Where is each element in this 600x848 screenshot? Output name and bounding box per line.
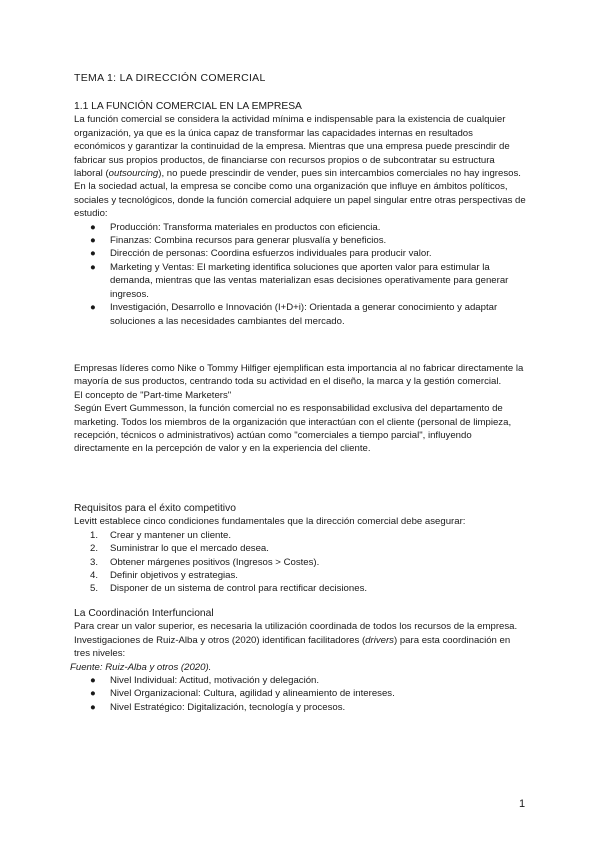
section-heading: 1.1 LA FUNCIÓN COMERCIAL EN LA EMPRESA bbox=[74, 101, 302, 112]
text-run: Para crear un valor superior, es necesaria la utilización coordinada de todos los recursos de la empresa. Investigaciones de Ruiz-Alba y otros (2020) identifican facilitadores ( bbox=[74, 621, 518, 646]
section-heading: La Coordinación Interfuncional bbox=[74, 608, 214, 619]
source-note bbox=[70, 661, 526, 674]
list-item-text: Disponer de un sistema de control para rectificar decisiones. bbox=[110, 583, 368, 595]
list-item bbox=[74, 221, 526, 234]
section-requisitos bbox=[74, 502, 526, 596]
list-number: 4. bbox=[90, 570, 99, 582]
list-item-text: Crear y mantener un cliente. bbox=[110, 529, 232, 541]
list-item-text: Nivel Estratégico: Digitalización, tecnología y procesos. bbox=[110, 701, 346, 713]
bullet-icon: ● bbox=[90, 701, 96, 713]
bullet-icon: ● bbox=[90, 688, 96, 700]
bullet-icon: ● bbox=[90, 248, 96, 260]
list-number: 2. bbox=[90, 543, 99, 555]
bullet-icon: ● bbox=[90, 221, 96, 233]
section-coordinacion bbox=[70, 607, 526, 714]
list-item bbox=[74, 556, 526, 569]
text-run: ), no puede prescindir de vender, pues sin intercambios comerciales no hay ingresos. bbox=[158, 168, 521, 180]
list-item-text: Nivel Individual: Actitud, motivación y delegación. bbox=[110, 675, 320, 687]
list-item bbox=[74, 701, 526, 714]
list-item bbox=[74, 301, 526, 328]
list-item bbox=[74, 582, 526, 595]
bullet-list bbox=[74, 221, 526, 328]
list-item-text: Finanzas: Combina recursos para generar plusvalía y beneficios. bbox=[110, 235, 387, 247]
list-number: 5. bbox=[90, 583, 99, 595]
paragraph: Levitt establece cinco condiciones fundamentales que la dirección comercial debe asegurar: bbox=[74, 516, 466, 528]
list-item bbox=[74, 529, 526, 542]
section-heading: Requisitos para el éxito competitivo bbox=[74, 503, 236, 514]
page-number: 1 bbox=[519, 798, 526, 810]
subheading: El concepto de "Part-time Marketers" bbox=[74, 389, 232, 401]
paragraph: Según Evert Gummesson, la función comercial no es responsabilidad exclusiva del departamento de marketing. Todos los miembros de la organización que interactúan con el cliente (personal de limpieza, recepción, técnicos o administrativos) actúan como "comerciales a tiempo parcial", influyendo directamente en la percepción de valor y en la experiencia del cliente. bbox=[74, 403, 512, 455]
paragraph bbox=[74, 620, 526, 660]
bullet-icon: ● bbox=[90, 302, 96, 314]
list-item bbox=[74, 569, 526, 582]
bullet-list bbox=[74, 674, 526, 714]
italic-term: drivers bbox=[365, 634, 394, 646]
list-item-text: Obtener márgenes positivos (Ingresos > Costes). bbox=[110, 556, 320, 568]
source-text: Fuente: Ruiz-Alba y otros (2020). bbox=[70, 661, 212, 673]
list-item-text: Nivel Organizacional: Cultura, agilidad y alineamiento de intereses. bbox=[110, 688, 395, 700]
text-run: ) para esta coordinación en tres niveles: bbox=[74, 634, 511, 660]
list-item bbox=[74, 247, 526, 260]
list-item-text: Dirección de personas: Coordina esfuerzos individuales para producir valor. bbox=[110, 248, 432, 260]
paragraph: Empresas líderes como Nike o Tommy Hilfiger ejemplifican esta importancia al no fabricar directamente la mayoría de sus productos, centrando toda su actividad en el diseño, la marca y la gestión comercial. bbox=[74, 363, 524, 388]
bullet-icon: ● bbox=[90, 235, 96, 247]
list-item bbox=[74, 674, 526, 687]
numbered-list bbox=[74, 529, 526, 596]
list-item bbox=[74, 261, 526, 301]
page-title: TEMA 1: LA DIRECCIÓN COMERCIAL bbox=[74, 72, 266, 84]
list-item bbox=[74, 234, 526, 247]
list-item bbox=[74, 687, 526, 700]
text-run: La función comercial se considera la actividad mínima e indispensable para la existencia de cualquier organización, ya que es la única capaz de transformar las capacidades internas en resultados económicos y garantizar la continuidad de la empresa. Mientras que una empresa puede prescindir de fabricar sus propios productos, de financiarse con recursos propios o de subcontratar su estructura laboral ( bbox=[74, 114, 510, 180]
list-item-text: Suministrar lo que el mercado desea. bbox=[110, 543, 269, 555]
list-number: 1. bbox=[90, 529, 99, 541]
section-part-time-marketers bbox=[74, 362, 526, 456]
list-item-text: Definir objetivos y estrategias. bbox=[110, 570, 238, 582]
list-number: 3. bbox=[90, 556, 99, 568]
list-item bbox=[74, 542, 526, 555]
list-item-text: Marketing y Ventas: El marketing identifica soluciones que aporten valor para estimular la demanda, mientras que las ventas materializan esas decisiones operativamente para generar ingresos. bbox=[110, 261, 509, 300]
paragraph: En la sociedad actual, la empresa se concibe como una organización que influye en ámbitos políticos, sociales y tecnológicos, donde la función comercial adquiere un papel singular entre otras perspectivas de estudio: bbox=[74, 181, 526, 220]
list-item-text: Producción: Transforma materiales en productos con eficiencia. bbox=[110, 221, 381, 233]
section-funcion-comercial bbox=[74, 100, 526, 328]
bullet-icon: ● bbox=[90, 261, 96, 273]
bullet-icon: ● bbox=[90, 675, 96, 687]
list-item-text: Investigación, Desarrollo e Innovación (I+D+i): Orientada a generar conocimiento y adaptar soluciones a las necesidades cambiantes del mercado. bbox=[110, 302, 498, 327]
italic-term: outsourcing bbox=[108, 168, 159, 180]
paragraph bbox=[74, 113, 526, 180]
